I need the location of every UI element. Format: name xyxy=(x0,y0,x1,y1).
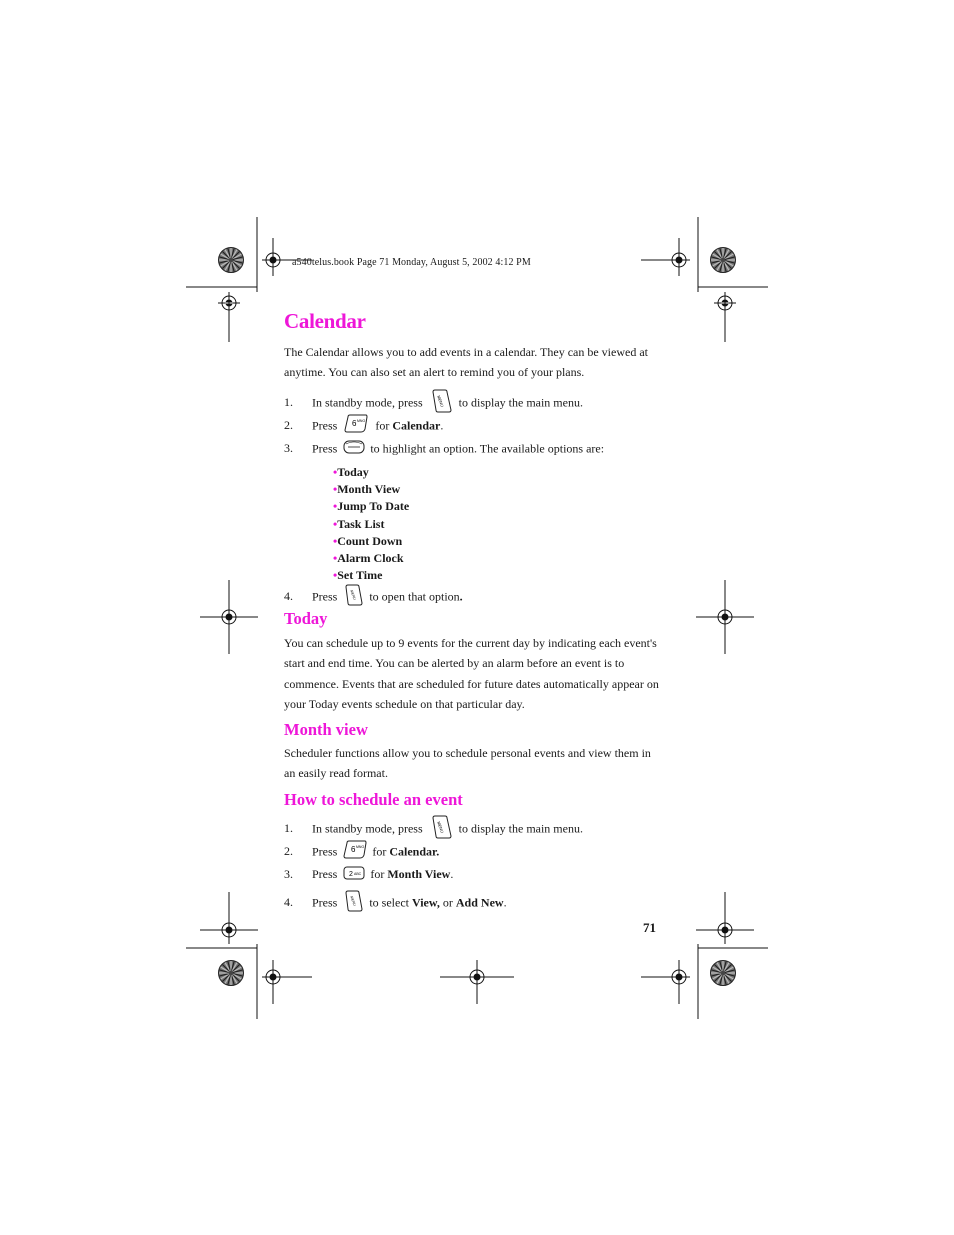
step-a4: 4. Press MENU to open that option. xyxy=(284,584,463,602)
six-key-icon xyxy=(344,414,368,439)
svg-text:6: 6 xyxy=(351,845,356,854)
bullet-icon: • xyxy=(333,465,338,479)
color-target-icon xyxy=(219,961,244,986)
bullet-icon: • xyxy=(333,568,338,583)
svg-text:6: 6 xyxy=(352,419,357,428)
option-item: •Month View xyxy=(333,482,401,497)
svg-text:MENU: MENU xyxy=(349,895,357,907)
options-list xyxy=(333,464,409,584)
color-target-icon xyxy=(711,248,736,273)
section-heading-month-view: Month view xyxy=(284,720,368,739)
bullet-icon: • xyxy=(333,516,338,531)
menu-key-icon xyxy=(343,584,363,611)
svg-text:2: 2 xyxy=(349,870,354,878)
step-a1: 1. In standby mode, press MENU to display the main menu. xyxy=(284,389,583,407)
option-item: •Set Time xyxy=(333,568,383,583)
schedule-step-3: 3. Press 2 ABC for Month View. xyxy=(284,865,453,883)
menu-key-icon xyxy=(343,890,363,917)
svg-text:MENU: MENU xyxy=(435,394,445,408)
section-heading-today: Today xyxy=(284,609,328,628)
schedule-step-1: 1. In standby mode, press MENU to display the main menu. xyxy=(284,815,583,833)
page-number: 71 xyxy=(643,920,656,935)
option-item: •Today xyxy=(333,465,369,479)
step-a3: 3. Press to highlight an option. The available options are: xyxy=(284,439,604,457)
bullet-icon: • xyxy=(333,551,338,566)
six-key-icon xyxy=(343,840,367,865)
month-view-paragraph: Scheduler functions allow you to schedule personal events and view them in an easily read format. xyxy=(284,746,651,781)
svg-text:MENU: MENU xyxy=(349,589,357,601)
color-target-icon xyxy=(219,248,244,273)
svg-text:MNO: MNO xyxy=(357,419,366,423)
book-header-line: a540telus.book Page 71 Monday, August 5, 2002 4:12 PM xyxy=(292,257,531,268)
color-target-icon xyxy=(711,961,736,986)
schedule-step-2: 2. Press 6 MNO for Calendar. xyxy=(284,840,439,858)
bullet-icon: • xyxy=(333,499,338,514)
today-paragraph: You can schedule up to 9 events for the current day by indicating each event's start and end time. You can be alerted by an alarm before an event is to commence. Events that are scheduled for future dates automatically appear on your Today events schedule on that particular day. xyxy=(284,636,659,711)
two-key-icon xyxy=(343,866,365,885)
option-item: •Task List xyxy=(333,516,385,531)
svg-text:MNO: MNO xyxy=(356,845,365,849)
page-title: Calendar xyxy=(284,309,366,333)
schedule-step-4: 4. Press MENU to select View, or Add New. xyxy=(284,890,507,908)
bullet-icon: • xyxy=(333,482,338,497)
intro-paragraph: The Calendar allows you to add events in a calendar. They can be viewed at anytime. You can also set an alert to remind you of your plans. xyxy=(284,345,648,380)
section-heading-schedule: How to schedule an event xyxy=(284,790,463,809)
option-item: •Count Down xyxy=(333,533,403,548)
step-a2: 2. Press 6 MNO for Calendar. xyxy=(284,414,443,432)
bullet-icon: • xyxy=(333,533,338,548)
svg-text:MENU: MENU xyxy=(435,820,445,834)
svg-text:ABC: ABC xyxy=(354,871,362,876)
option-item: •Alarm Clock xyxy=(333,551,404,566)
navigation-key-icon xyxy=(343,439,365,460)
option-item: •Jump To Date xyxy=(333,499,410,514)
